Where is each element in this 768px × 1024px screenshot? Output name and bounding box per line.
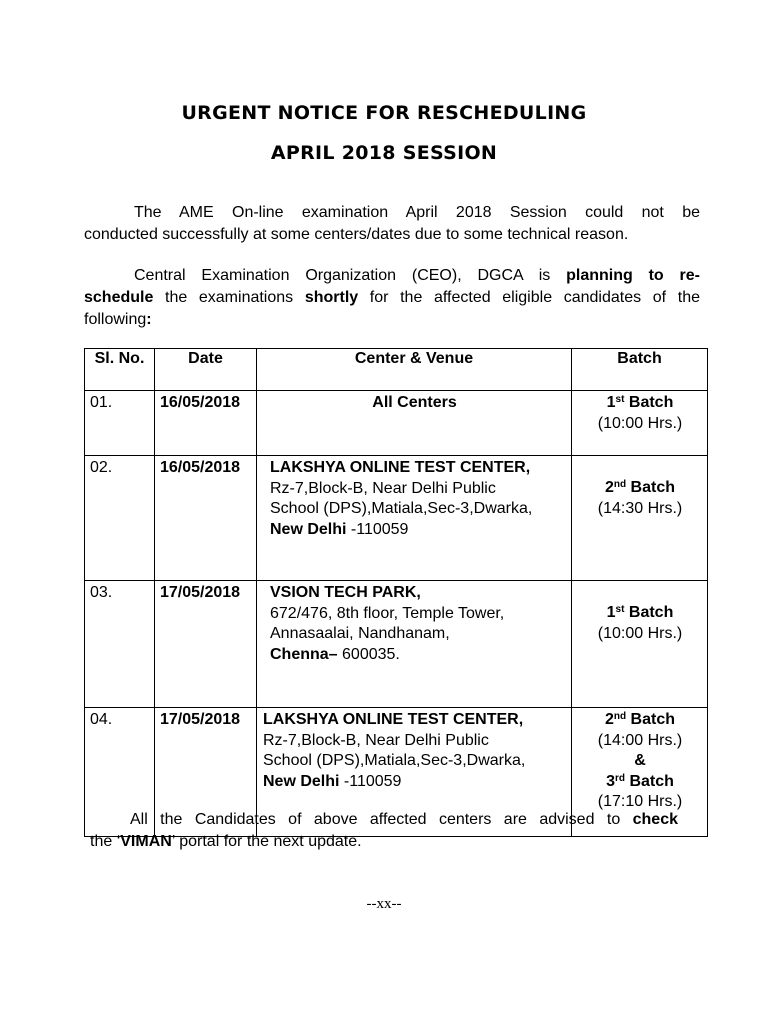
venue-cell: LAKSHYA ONLINE TEST CENTER, Rz-7,Block-B, Near Delhi Public School (DPS),Matiala,Sec-3,Dwarka, New Delhi -110059 xyxy=(257,708,572,837)
date-cell: 16/05/2018 xyxy=(155,391,257,456)
header-batch: Batch xyxy=(572,349,708,391)
end-mark: --xx-- xyxy=(366,896,402,912)
batch-cell: 2nd Batch (14:30 Hrs.) xyxy=(572,456,708,581)
table-row xyxy=(85,581,708,708)
header-sl-no: Sl. No. xyxy=(85,349,155,391)
sl-cell: 02. xyxy=(85,456,155,581)
advisory-paragraph: All the Candidates of above affected centers are advised to check the ‘VIMAN’ portal for the next update. xyxy=(90,811,678,850)
notice-title: URGENT NOTICE FOR RESCHEDULING xyxy=(181,102,587,124)
intro-paragraph: The AME On-line examination April 2018 Session could not be conducted successfully at some centers/dates due to some technical reason. xyxy=(84,204,700,243)
date-cell: 17/05/2018 xyxy=(155,708,257,837)
table-header-row xyxy=(85,349,708,391)
session-title: APRIL 2018 SESSION xyxy=(270,142,498,164)
venue-cell: LAKSHYA ONLINE TEST CENTER, Rz-7,Block-B, Near Delhi Public School (DPS),Matiala,Sec-3,Dwarka, New Delhi -110059 xyxy=(257,456,572,581)
sl-cell: 01. xyxy=(85,391,155,456)
sl-cell: 03. xyxy=(85,581,155,708)
batch-cell: 1st Batch (10:00 Hrs.) xyxy=(572,581,708,708)
venue-cell: All Centers xyxy=(257,391,572,456)
date-cell: 17/05/2018 xyxy=(155,581,257,708)
date-cell: 16/05/2018 xyxy=(155,456,257,581)
venue-cell: VSION TECH PARK, 672/476, 8th floor, Temple Tower, Annasaalai, Nandhanam, Chenna– 600035. xyxy=(257,581,572,708)
table-row xyxy=(85,456,708,581)
schedule-table xyxy=(84,348,708,837)
header-center-venue: Center & Venue xyxy=(257,349,572,391)
header-date: Date xyxy=(155,349,257,391)
batch-cell: 2nd Batch (14:00 Hrs.) & 3rd Batch (17:10 Hrs.) xyxy=(572,708,708,837)
reschedule-paragraph: Central Examination Organization (CEO), DGCA is planning to re- schedule the examinations shortly for the affected eligible candidates of the following: xyxy=(84,267,700,328)
table-row xyxy=(85,391,708,456)
sl-cell: 04. xyxy=(85,708,155,837)
batch-cell: 1st Batch (10:00 Hrs.) xyxy=(572,391,708,456)
